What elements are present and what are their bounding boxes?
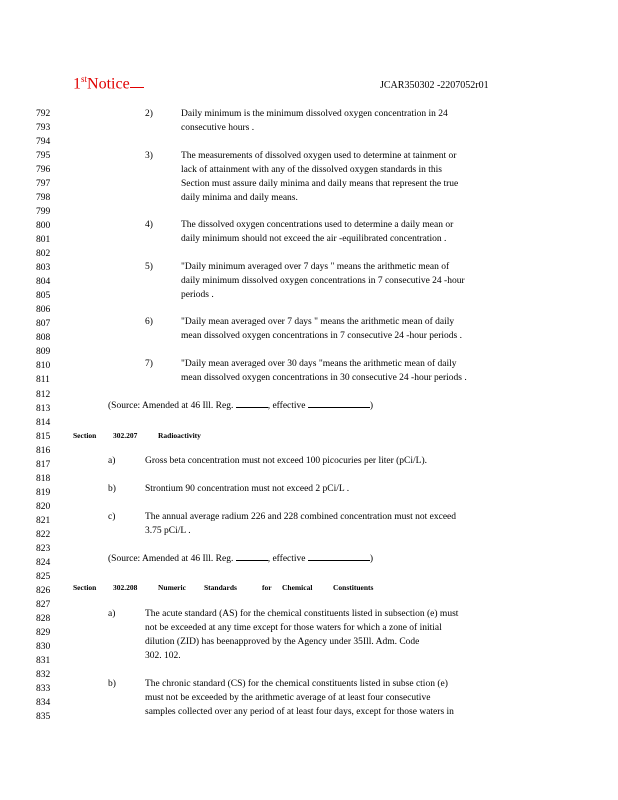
list-item-number: a) [108, 456, 116, 466]
line-number: 821 [36, 515, 51, 526]
line-number: 801 [36, 235, 51, 246]
list-item-number: 4) [145, 220, 153, 230]
list-item-number: b) [108, 679, 116, 689]
section-title: for [262, 583, 272, 592]
list-item-number: c) [108, 512, 116, 522]
line-number: 830 [36, 641, 51, 652]
line-number: 810 [36, 361, 51, 372]
line-number: 822 [36, 529, 51, 540]
body-line: The annual average radium 226 and 228 combined concentration must not exceed [145, 512, 457, 522]
line-number: 814 [36, 417, 51, 428]
line-number: 831 [36, 655, 51, 666]
line-number: 816 [36, 445, 51, 456]
line-number: 793 [36, 123, 51, 133]
list-item-number: 6) [145, 317, 153, 327]
line-number: 796 [36, 165, 51, 176]
source-note: (Source: Amended at 46 Ill. Reg. , effective ) [108, 554, 374, 564]
body-line: Strontium 90 concentration must not exceed 2 pCi/L . [145, 484, 350, 494]
line-number: 794 [36, 137, 51, 147]
body-line: 302. 102. [145, 651, 181, 661]
section-title: Standards [204, 583, 237, 592]
line-number: 811 [36, 375, 50, 386]
line-number: 802 [36, 249, 51, 260]
line-number: 804 [36, 277, 51, 288]
source-note: (Source: Amended at 46 Ill. Reg. , effective ) [108, 401, 374, 411]
section-title: Chemical [282, 583, 313, 592]
list-item-number: 3) [145, 151, 153, 161]
section-title: Constituents [333, 583, 374, 592]
body-line: daily minimum should not exceed the air -equilibrated concentration . [181, 234, 447, 244]
line-number: 797 [36, 179, 51, 190]
line-number: 799 [36, 207, 51, 218]
line-number: 818 [36, 473, 51, 484]
line-number: 829 [36, 627, 51, 638]
body-line: 3.75 pCi/L . [145, 526, 191, 536]
body-line: daily minimum dissolved oxygen concentrations in 7 consecutive 24 -hour [181, 276, 465, 286]
section-title: Numeric [158, 583, 186, 592]
line-number: 813 [36, 403, 51, 414]
body-line: mean dissolved oxygen concentrations in 30 consecutive 24 -hour periods . [181, 373, 467, 383]
line-number: 803 [36, 263, 51, 274]
body-line: samples collected over any period of at least four days, except for those waters in [145, 707, 454, 717]
line-number: 820 [36, 501, 51, 512]
line-number: 833 [36, 684, 51, 694]
line-number: 827 [36, 599, 51, 610]
section-heading: Section [73, 431, 97, 440]
list-item-number: 5) [145, 262, 153, 272]
line-number: 834 [36, 698, 51, 708]
line-number: 815 [36, 431, 51, 442]
line-number: 808 [36, 333, 51, 344]
body-line: Daily minimum is the minimum dissolved oxygen concentration in 24 [181, 109, 448, 119]
line-number: 826 [36, 585, 51, 596]
list-item-number: 7) [145, 359, 153, 369]
section-heading: Section [73, 583, 97, 592]
body-line: daily minima and daily means. [181, 193, 298, 203]
line-number: 805 [36, 291, 51, 302]
body-line: Gross beta concentration must not exceed 100 picocuries per liter (pCi/L). [145, 456, 428, 466]
line-number: 824 [36, 557, 51, 568]
body-line: The chronic standard (CS) for the chemical constituents listed in subse ction (e) [145, 679, 448, 689]
body-line: "Daily mean averaged over 30 days "means the arithmetic mean of daily [181, 359, 457, 369]
body-line: not be exceeded at any time except for those waters for which a zone of initial [145, 623, 442, 633]
list-item-number: a) [108, 609, 116, 619]
document-id: JCAR350302 -2207052r01 [380, 80, 489, 91]
body-line: mean dissolved oxygen concentrations in 7 consecutive 24 -hour periods . [181, 331, 462, 341]
body-line: The measurements of dissolved oxygen used to determine at tainment or [181, 151, 457, 161]
line-number: 798 [36, 193, 51, 204]
line-number: 795 [36, 151, 51, 162]
body-line: Section must assure daily minima and daily means that represent the true [181, 179, 459, 189]
list-item-number: 2) [145, 109, 153, 119]
list-item-number: b) [108, 484, 116, 494]
body-line: must not be exceeded by the arithmetic average of at least four consecutive [145, 693, 431, 703]
line-number: 828 [36, 613, 51, 624]
line-number: 800 [36, 221, 51, 232]
line-number: 823 [36, 543, 51, 554]
line-number: 817 [36, 459, 51, 470]
body-line: "Daily mean averaged over 7 days " means the arithmetic mean of daily [181, 317, 455, 327]
section-number: 302.207 [113, 431, 138, 440]
line-number: 806 [36, 305, 51, 316]
body-line: periods . [181, 290, 214, 300]
body-line: lack of attainment with any of the dissolved oxygen standards in this [181, 165, 442, 175]
line-number: 812 [36, 389, 51, 400]
section-number: 302.208 [113, 583, 138, 592]
body-line: dilution (ZID) has beenapproved by the Agency under 35Ill. Adm. Code [145, 637, 420, 647]
body-line: consecutive hours . [181, 123, 255, 133]
line-number: 807 [36, 319, 51, 330]
line-number: 792 [36, 109, 51, 119]
body-line: The acute standard (AS) for the chemical constituents listed in subsection (e) must [145, 609, 459, 619]
line-number: 832 [36, 669, 51, 680]
line-number: 835 [36, 712, 51, 722]
line-number: 825 [36, 571, 51, 582]
body-line: The dissolved oxygen concentrations used to determine a daily mean or [181, 220, 454, 230]
line-number: 819 [36, 487, 51, 498]
section-title: Radioactivity [158, 431, 201, 440]
body-line: "Daily minimum averaged over 7 days " means the arithmetic mean of [181, 262, 450, 272]
line-number: 809 [36, 347, 51, 358]
notice-title: 1stNotice [73, 74, 144, 93]
